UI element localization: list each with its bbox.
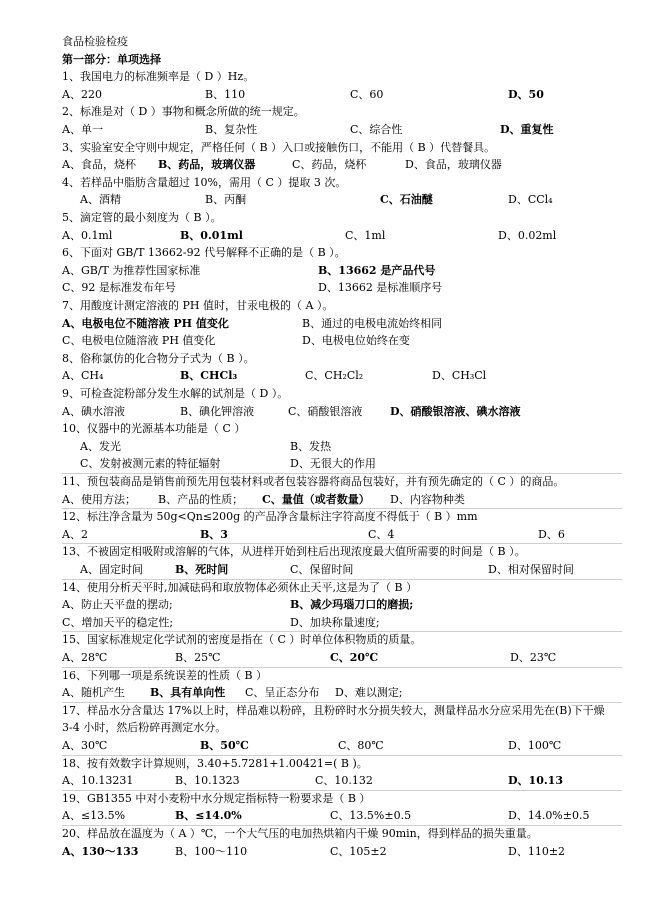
answer-option: A、固定时间 — [80, 563, 143, 576]
answer-option: C、增加天平的稳定性; — [62, 615, 174, 629]
question-text: 10、仪器中的光源基本功能是（ C ） — [62, 422, 246, 436]
question-text: 6、下面对 GB/T 13662-92 代号解释不正确的是（ B ）。 — [62, 246, 346, 260]
answer-option: D、14.0%±0.5 — [508, 809, 590, 823]
answer-option: D、6 — [538, 527, 565, 541]
answer-option: C、药品，烧杯 — [292, 158, 367, 172]
question-text: 7、用酸度计测定溶液的 PH 值时，甘汞电极的（ A ）。 — [62, 299, 334, 312]
question-text: 9、可检查淀粉部分发生水解的试剂是（ D ）。 — [62, 387, 289, 400]
answer-option: A、防止天平盘的摆动; — [62, 598, 173, 612]
answer-option: D、内容物种类 — [390, 492, 465, 506]
answer-option: B、110 — [205, 87, 246, 101]
answer-option: C、13.5%±0.5 — [330, 809, 412, 823]
answer-option: C、80℃ — [338, 739, 384, 752]
answer-option: D、100℃ — [508, 739, 562, 752]
answer-option: C、呈正态分布 — [245, 686, 320, 700]
answer-option: D、23℃ — [510, 651, 557, 664]
answer-option: C、综合性 — [350, 123, 403, 136]
answer-option: C、硝酸银溶液 — [288, 404, 363, 418]
answer-option: A、随机产生 — [62, 686, 125, 700]
answer-option: A、GB/T 为推荐性国家标准 — [62, 263, 201, 277]
question-text: 17、样品水分含量达 17%以上时，样品难以粉碎，且粉碎时水分损失较大，测量样品水分应采用先在(B)下干燥 — [62, 703, 605, 717]
question-text: 20、样品放在温度为（ A ）℃，一个大气压的电加热烘箱内干燥 90min，得到样品的损失重量。 — [62, 827, 538, 840]
question-text: 3-4 小时，然后粉碎再测定水分。 — [62, 721, 227, 735]
answer-option-correct: B、减少玛瑙刀口的磨损; — [290, 598, 414, 612]
answer-option-correct: D、重复性 — [500, 123, 554, 136]
answer-option-correct: A、130～133 — [62, 844, 139, 858]
answer-option-correct: B、50℃ — [200, 739, 249, 752]
question-text: 18、按有效数字计算规则，3.40+5.7281+1.00421=( B )。 — [62, 756, 368, 770]
answer-option: C、发射被测元素的特征辐射 — [80, 457, 221, 471]
answer-option: A、单一 — [62, 123, 103, 136]
answer-option: B、100～110 — [175, 844, 248, 858]
answer-option-correct: C、量值（或者数量） — [262, 492, 370, 506]
answer-option: A、2 — [62, 527, 88, 541]
question-text: 12、标注净含量为 50g<Qn≤200g 的产品净含量标注字符高度不得低于（ B ）mm — [62, 510, 478, 524]
answer-option: A、使用方法； — [62, 492, 136, 506]
answer-option: A、0.1ml — [62, 228, 113, 242]
document-title: 食品检验检疫 — [62, 35, 128, 48]
question-text: 2、标准是对（ D ）事物和概念所做的统一规定。 — [62, 105, 305, 119]
answer-option: A、220 — [62, 87, 102, 101]
question-text: 14、使用分析天平时,加减砝码和取放物体必须休止天平,这是为了（ B ） — [62, 580, 418, 594]
answer-option: D、0.02ml — [498, 228, 557, 242]
answer-option: D、相对保留时间 — [488, 563, 574, 576]
answer-option: A、28℃ — [62, 651, 108, 664]
section-heading: 第一部分：单项选择 — [62, 52, 161, 66]
answer-option: B、产品的性质； — [158, 492, 244, 506]
question-text: 15、国家标准规定化学试剂的密度是指在（ C ）时单位体积物质的质量。 — [62, 633, 422, 647]
answer-option-correct: D、10.13 — [508, 774, 563, 788]
answer-option-correct: C、20℃ — [330, 651, 379, 664]
answer-option-correct: B、具有单向性 — [150, 686, 226, 700]
answer-option-correct: C、石油醚 — [380, 193, 433, 207]
answer-option: A、CH₄ — [62, 369, 104, 383]
answer-option-correct: B、0.01ml — [180, 228, 243, 242]
question-text: 13、不被固定相吸附或溶解的气体，从进样开始到柱后出现浓度最大值所需要的时间是（ B ）。 — [62, 545, 526, 559]
answer-option: C、CH₂Cl₂ — [305, 369, 364, 383]
answer-option: A、10.13231 — [62, 774, 134, 788]
answer-option: C、105±2 — [330, 844, 387, 858]
question-text: 11、预包装商品是销售前预先用包装材料或者包装容器将商品包装好，并有预先确定的（ C ）的商品。 — [62, 475, 565, 488]
answer-option: C、1ml — [345, 228, 386, 242]
answer-option: C、92 是标准发布年号 — [62, 281, 176, 295]
answer-option: A、≤13.5% — [62, 809, 126, 823]
answer-option-correct: D、硝酸银溶液、碘水溶液 — [390, 404, 521, 418]
answer-option: C、电极电位随溶液 PH 值变化 — [62, 334, 216, 348]
answer-option-correct: B、CHCl₃ — [180, 369, 238, 383]
question-text: 16、下列哪一项是系统误差的性质（ B ） — [62, 668, 268, 682]
answer-option: D、食品，玻璃仪器 — [405, 158, 502, 172]
answer-option: D、电极电位始终在变 — [302, 334, 410, 348]
answer-option: B、25℃ — [175, 651, 221, 664]
answer-option: D、CCl₄ — [508, 193, 553, 207]
answer-option: A、30℃ — [62, 739, 108, 752]
answer-option: A、食品，烧杯 — [62, 158, 136, 172]
answer-option: B、10.1323 — [175, 774, 240, 788]
question-text: 3、实验室安全守则中规定，严格任何（ B ）入口或接触伤口，不能用（ B ）代替餐具。 — [62, 140, 496, 154]
answer-option-correct: A、电极电位不随溶液 PH 值变化 — [62, 316, 229, 330]
answer-option: D、难以测定; — [335, 686, 403, 700]
answer-option: D、无很大的作用 — [290, 457, 376, 471]
answer-option: D、13662 是标准顺序号 — [318, 281, 443, 295]
answer-option-correct: B、3 — [200, 527, 228, 541]
answer-option-correct: B、死时间 — [175, 563, 229, 576]
answer-option: B、通过的电极电流始终相同 — [302, 316, 443, 330]
answer-option-correct: B、≤14.0% — [175, 809, 242, 823]
answer-option-correct: B、药品，玻璃仪器 — [158, 158, 256, 172]
answer-option: B、丙酮 — [205, 193, 247, 207]
question-text: 4、若样品中脂肪含量超过 10%，需用（ C ）提取 3 次。 — [62, 175, 347, 189]
answer-option: A、酒精 — [80, 193, 121, 207]
question-text: 5、滴定管的最小刻度为（ B ）。 — [62, 211, 222, 224]
answer-option: D、110±2 — [508, 844, 566, 858]
answer-option-correct: D、50 — [508, 87, 544, 101]
answer-option: B、碘化钾溶液 — [180, 404, 255, 418]
answer-option: A、碘水溶液 — [62, 404, 125, 418]
answer-option: B、复杂性 — [205, 123, 258, 136]
answer-option: D、加块称量速度; — [290, 615, 380, 629]
answer-option: C、保留时间 — [290, 563, 354, 576]
answer-option: C、4 — [368, 527, 395, 541]
answer-option: C、10.132 — [315, 774, 373, 788]
answer-option: A、发光 — [80, 439, 121, 453]
answer-option: D、CH₃Cl — [432, 369, 487, 383]
question-text: 1、我国电力的标准频率是（ D ）Hz。 — [62, 70, 255, 84]
question-text: 8、俗称氯仿的化合物分子式为（ B ）。 — [62, 351, 255, 365]
question-text: 19、GB1355 中对小麦粉中水分规定指标特一粉要求是（ B ） — [62, 791, 371, 805]
answer-option-correct: B、13662 是产品代号 — [318, 263, 436, 277]
answer-option: C、60 — [350, 87, 384, 101]
answer-option: B、发热 — [290, 439, 332, 453]
